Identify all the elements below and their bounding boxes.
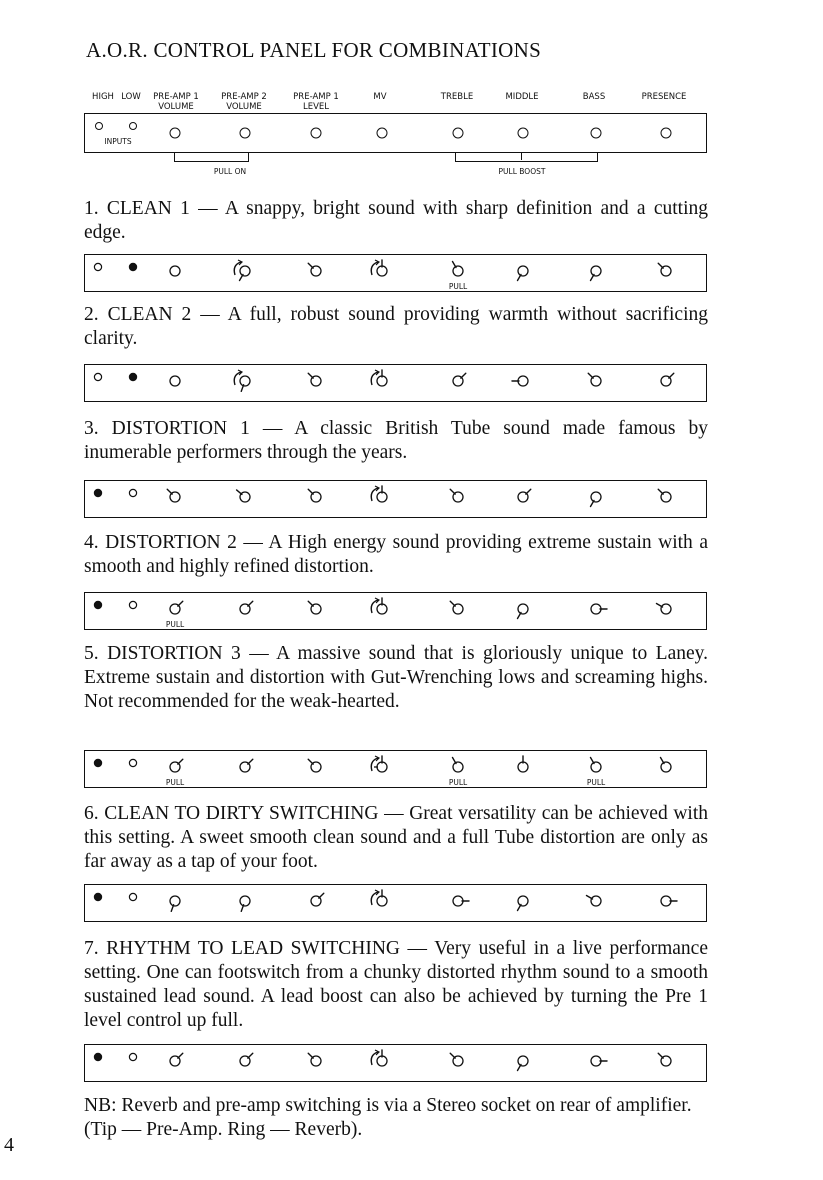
knob-2-dial [240, 376, 250, 386]
treble-knob [453, 128, 464, 139]
knob-1-pointer [178, 1053, 183, 1058]
setting-5-panel [84, 750, 707, 788]
knob-6-dial [518, 1056, 528, 1066]
knob-5 [449, 261, 468, 291]
input-jack-low [129, 893, 136, 900]
knob-2 [240, 1053, 253, 1066]
label-preamp1-level: PRE-AMP 1 LEVEL [293, 92, 339, 112]
knob-5-pointer [450, 601, 455, 606]
knob-5-pointer [453, 261, 457, 267]
knob-3 [311, 893, 324, 906]
knob-2 [234, 370, 250, 391]
input-jack-low [129, 601, 136, 608]
knob-5-pull-tag: PULL [448, 282, 468, 291]
preamp2-volume-knob [240, 128, 251, 139]
knob-4 [371, 756, 387, 772]
knob-1 [170, 896, 180, 911]
setting-1-panel [84, 254, 707, 292]
knob-5-dial [453, 266, 463, 276]
knob-8 [661, 757, 672, 772]
input-jack-high [94, 489, 101, 496]
knob-1 [166, 601, 185, 629]
knob-2 [240, 601, 253, 614]
knob-7 [591, 492, 602, 507]
knob-3-pointer [308, 263, 313, 268]
setting-2-panel [84, 364, 707, 402]
presence-knob [661, 128, 672, 139]
knob-2 [237, 490, 250, 502]
knob-6 [512, 376, 528, 386]
knob-7-dial [591, 266, 601, 276]
label-low: LOW [121, 92, 141, 102]
knob-5 [450, 601, 463, 614]
knob-7 [587, 757, 606, 787]
input-jack-high [94, 759, 101, 766]
knob-5-pointer [453, 757, 457, 763]
knob-8-pointer [656, 604, 662, 608]
knob-1-dial [170, 266, 180, 276]
knob-3-pointer [308, 373, 313, 378]
knob-7 [591, 266, 602, 281]
knob-4 [371, 598, 387, 614]
setting-3-panel [84, 480, 707, 518]
knob-6-dial [518, 896, 528, 906]
knob-5-pointer [450, 489, 455, 494]
knob-8 [658, 489, 671, 502]
knob-6-pointer [518, 612, 522, 618]
knob-6 [518, 1056, 529, 1071]
knob-3 [308, 759, 321, 772]
input-jack-low [129, 1053, 136, 1060]
bass-knob [591, 128, 602, 139]
knob-7 [588, 373, 601, 386]
knob-1 [170, 376, 180, 386]
knob-1-pull-tag: PULL [165, 778, 185, 787]
knob-6 [518, 604, 529, 619]
input-jack-high [94, 601, 101, 608]
knob-6-pointer [518, 904, 522, 910]
knob-8 [658, 263, 671, 276]
setting-4-knobs [85, 593, 708, 631]
knob-8 [661, 373, 674, 386]
knob-6-pointer [526, 489, 531, 494]
knob-4 [371, 260, 387, 276]
knob-6-dial [518, 266, 528, 276]
knob-2-dial [240, 896, 250, 906]
input-jack-high [94, 373, 101, 380]
label-middle: MIDDLE [505, 92, 539, 102]
knob-3 [308, 601, 321, 614]
knob-8-pointer [658, 263, 663, 268]
preamp1-level-knob [311, 128, 322, 139]
knob-5 [449, 757, 468, 787]
input-jack-high [94, 1053, 101, 1060]
knob-2-pointer [248, 1053, 253, 1058]
knob-4 [371, 890, 387, 906]
setting-6-panel [84, 884, 707, 922]
knob-7-pointer [586, 896, 592, 900]
knob-5 [453, 373, 466, 386]
label-mv: MV [373, 92, 387, 102]
knob-6-dial [518, 604, 528, 614]
knob-8-dial [661, 762, 671, 772]
setting-7-panel [84, 1044, 707, 1082]
knob-5 [453, 896, 469, 906]
setting-1-knobs [85, 255, 708, 293]
knob-6 [518, 896, 529, 911]
knob-7 [591, 604, 607, 614]
pull-boost-tick [521, 153, 522, 160]
setting-4-text: 4. DISTORTION 2 — A High energy sound providing extreme sustain with a smooth and highly refined distortion. [84, 532, 708, 577]
knob-4 [371, 370, 387, 386]
knob-2 [234, 260, 250, 281]
knob-5-dial [453, 762, 463, 772]
knob-3 [308, 263, 321, 276]
knob-8 [661, 896, 677, 906]
knob-3 [308, 489, 321, 502]
input-jack-low [129, 373, 136, 380]
knob-2-pointer [248, 601, 253, 606]
mv-knob [377, 128, 388, 139]
input-jack-low [129, 759, 136, 766]
footnote: NB: Reverb and pre-amp switching is via a Stereo socket on rear of amplifier. (Tip — Pre-Amp. Ring — Reverb). [84, 1095, 692, 1140]
knob-1 [167, 489, 180, 502]
label-presence: PRESENCE [641, 92, 687, 102]
knob-8 [656, 604, 671, 615]
input-jack-high [94, 263, 101, 270]
setting-4-panel [84, 592, 707, 630]
knob-7-pointer [588, 373, 593, 378]
control-panel-box [84, 113, 707, 153]
knob-6 [518, 266, 529, 281]
knob-1-pointer [167, 489, 172, 494]
setting-6-knobs [85, 885, 708, 923]
knob-3 [308, 373, 321, 386]
knob-2-pointer [240, 274, 244, 280]
knob-7-pointer [591, 757, 595, 763]
knob-2-dial [240, 266, 250, 276]
knob-1 [170, 1053, 183, 1066]
knob-7 [591, 1056, 607, 1066]
knob-5 [450, 489, 463, 502]
knob-3 [308, 1053, 321, 1066]
knob-3-pointer [308, 601, 313, 606]
knob-1 [166, 759, 185, 787]
inputs-label: INPUTS [104, 137, 132, 146]
knob-1-pointer [178, 759, 183, 764]
knob-8-pointer [661, 757, 665, 763]
setting-2-knobs [85, 365, 708, 403]
knob-7-pointer [591, 274, 595, 280]
pull-boost-bracket [455, 153, 598, 162]
input-jack-low [129, 489, 136, 496]
input-jack-high [95, 122, 103, 130]
knob-3-pointer [308, 759, 313, 764]
knob-4 [371, 1050, 387, 1066]
knob-1-pointer [178, 601, 183, 606]
knob-6 [518, 489, 531, 502]
knob-6-pointer [518, 274, 522, 280]
setting-1-text: 1. CLEAN 1 — A snappy, bright sound with sharp definition and a cutting edge. [84, 198, 708, 243]
pull-on-label: PULL ON [213, 167, 247, 176]
setting-6-text: 6. CLEAN TO DIRTY SWITCHING — Great versatility can be achieved with this setting. A sweet smooth clean sound and a full Tube distortion are only as far away as a tap of your foot. [84, 803, 708, 872]
knob-5-pointer [450, 1053, 455, 1058]
preamp1-volume-knob [170, 128, 181, 139]
knob-5 [450, 1053, 463, 1066]
knob-2 [240, 896, 250, 911]
knob-8-pointer [658, 1053, 663, 1058]
page-title: A.O.R. CONTROL PANEL FOR COMBINATIONS [86, 38, 542, 62]
knob-3-pointer [319, 893, 324, 898]
input-jack-low [129, 263, 136, 270]
knob-2-pointer [237, 490, 242, 494]
middle-knob [518, 128, 529, 139]
label-treble: TREBLE [440, 92, 474, 102]
setting-7-text: 7. RHYTHM TO LEAD SWITCHING — Very useful in a live performance setting. One can footswitch from a chunky distorted rhythm sound to a smooth sustained lead sound. A lead boost can also be achieved by turning the Pre 1 level control up full. [84, 938, 708, 1031]
label-high: HIGH [92, 92, 114, 102]
knob-8-dial [661, 604, 671, 614]
knob-5-pointer [461, 373, 466, 378]
pull-boost-label: PULL BOOST [498, 167, 546, 176]
label-bass: BASS [582, 92, 606, 102]
setting-2-text: 2. CLEAN 2 — A full, robust sound providing warmth without sacrificing clarity. [84, 304, 708, 349]
knob-7-dial [591, 896, 601, 906]
knob-7-dial [591, 492, 601, 502]
knob-2 [240, 759, 253, 772]
knob-1-dial [170, 896, 180, 906]
setting-3-knobs [85, 481, 708, 519]
knob-7 [586, 896, 601, 907]
knob-8 [658, 1053, 671, 1066]
knob-3-pointer [308, 1053, 313, 1058]
knob-1-dial [170, 376, 180, 386]
label-preamp1-volume: PRE-AMP 1 VOLUME [153, 92, 199, 112]
input-jack-low [129, 122, 137, 130]
knob-6-pointer [518, 1064, 522, 1070]
knob-7-pointer [591, 500, 595, 506]
knob-6 [518, 756, 528, 772]
knob-4 [371, 486, 387, 502]
setting-5-knobs [85, 751, 708, 789]
pull-on-bracket [174, 153, 249, 162]
input-jack-high [94, 893, 101, 900]
knob-8-pointer [658, 489, 663, 494]
knob-2-pointer [248, 759, 253, 764]
label-preamp2-volume: PRE-AMP 2 VOLUME [221, 92, 267, 112]
setting-5-text: 5. DISTORTION 3 — A massive sound that is gloriously unique to Laney. Extreme sustain and distortion with Gut-Wrenching lows and screaming highs. Not recommended for the weak-hearted. [84, 643, 708, 712]
setting-3-text: 3. DISTORTION 1 — A classic British Tube sound made famous by inumerable performers through the years. [84, 418, 708, 463]
knob-5-pull-tag: PULL [448, 778, 468, 787]
page-number: 4 [4, 1134, 14, 1156]
setting-7-knobs [85, 1045, 708, 1083]
knob-8-pointer [669, 373, 674, 378]
knob-1-pull-tag: PULL [165, 620, 185, 629]
knob-7-pull-tag: PULL [586, 778, 606, 787]
knob-1 [170, 266, 180, 276]
knob-7-dial [591, 762, 601, 772]
knob-3-pointer [308, 489, 313, 494]
